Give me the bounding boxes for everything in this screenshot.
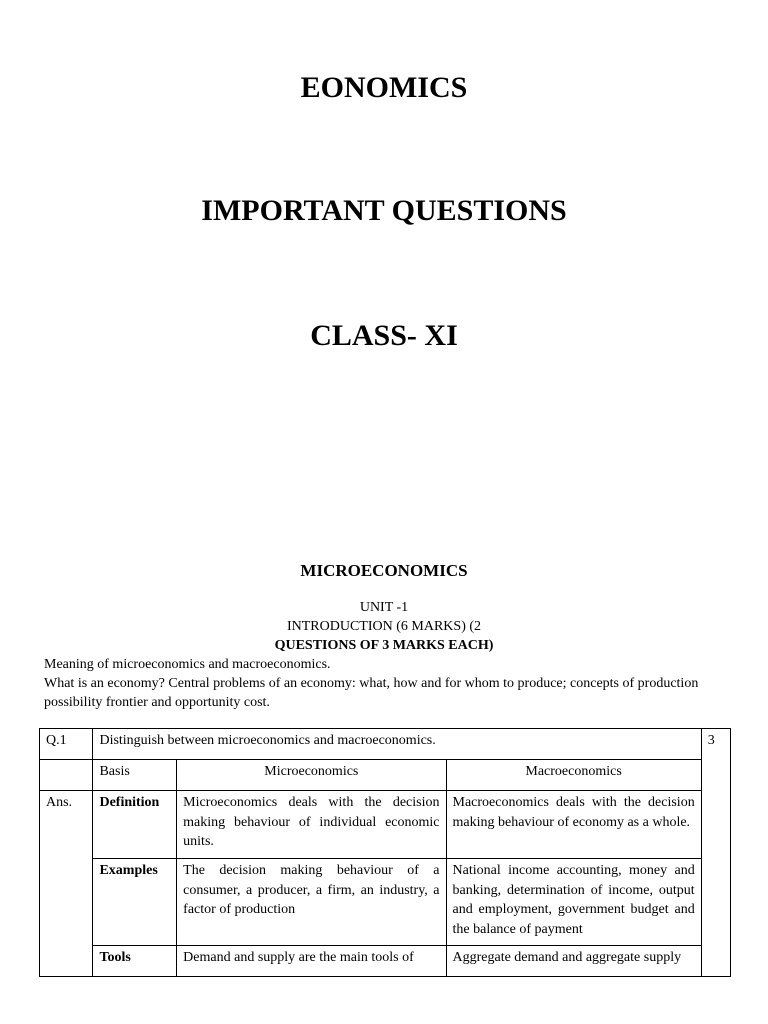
empty-cell	[40, 760, 93, 791]
question-table	[39, 728, 731, 977]
header-macroeconomics: Macroeconomics	[446, 760, 701, 791]
document-title: EONOMICS	[300, 71, 468, 104]
syllabus-line-2: What is an economy? Central problems of an economy: what, how and for whom to produce; concepts of production possibility frontier and opportunity cost.	[44, 676, 699, 710]
question-marks: 3	[701, 729, 730, 977]
row-macro: Macroeconomics deals with the decision making behaviour of economy as a whole.	[446, 791, 701, 859]
row-basis: Definition	[93, 791, 177, 859]
question-text: Distinguish between microeconomics and macroeconomics.	[93, 729, 701, 760]
syllabus-line-1: Meaning of microeconomics and macroeconomics.	[44, 657, 331, 672]
question-number: Q.1	[40, 729, 93, 760]
intro-marks: INTRODUCTION (6 MARKS) (2	[286, 619, 482, 634]
table-row	[40, 946, 731, 977]
table-row	[40, 859, 731, 946]
row-macro: National income accounting, money and banking, determination of income, output and employment, government budget and the balance of payment	[446, 859, 701, 946]
table-row	[40, 791, 731, 859]
document-subtitle: IMPORTANT QUESTIONS	[201, 194, 567, 227]
row-micro: The decision making behaviour of a consumer, a producer, a firm, an industry, a factor of production	[177, 859, 446, 946]
row-micro: Demand and supply are the main tools of	[177, 946, 446, 977]
header-microeconomics: Microeconomics	[177, 760, 446, 791]
section-heading: MICROECONOMICS	[300, 561, 468, 580]
questions-marks: QUESTIONS OF 3 MARKS EACH)	[274, 638, 494, 653]
row-micro: Microeconomics deals with the decision making behaviour of individual economic units.	[177, 791, 446, 859]
answer-label: Ans.	[40, 791, 93, 977]
header-basis: Basis	[93, 760, 177, 791]
row-macro: Aggregate demand and aggregate supply	[446, 946, 701, 977]
header-row	[40, 760, 731, 791]
question-row	[40, 729, 731, 760]
class-heading: CLASS- XI	[310, 319, 458, 352]
row-basis: Tools	[93, 946, 177, 977]
row-basis: Examples	[93, 859, 177, 946]
unit-label: UNIT -1	[359, 600, 409, 615]
